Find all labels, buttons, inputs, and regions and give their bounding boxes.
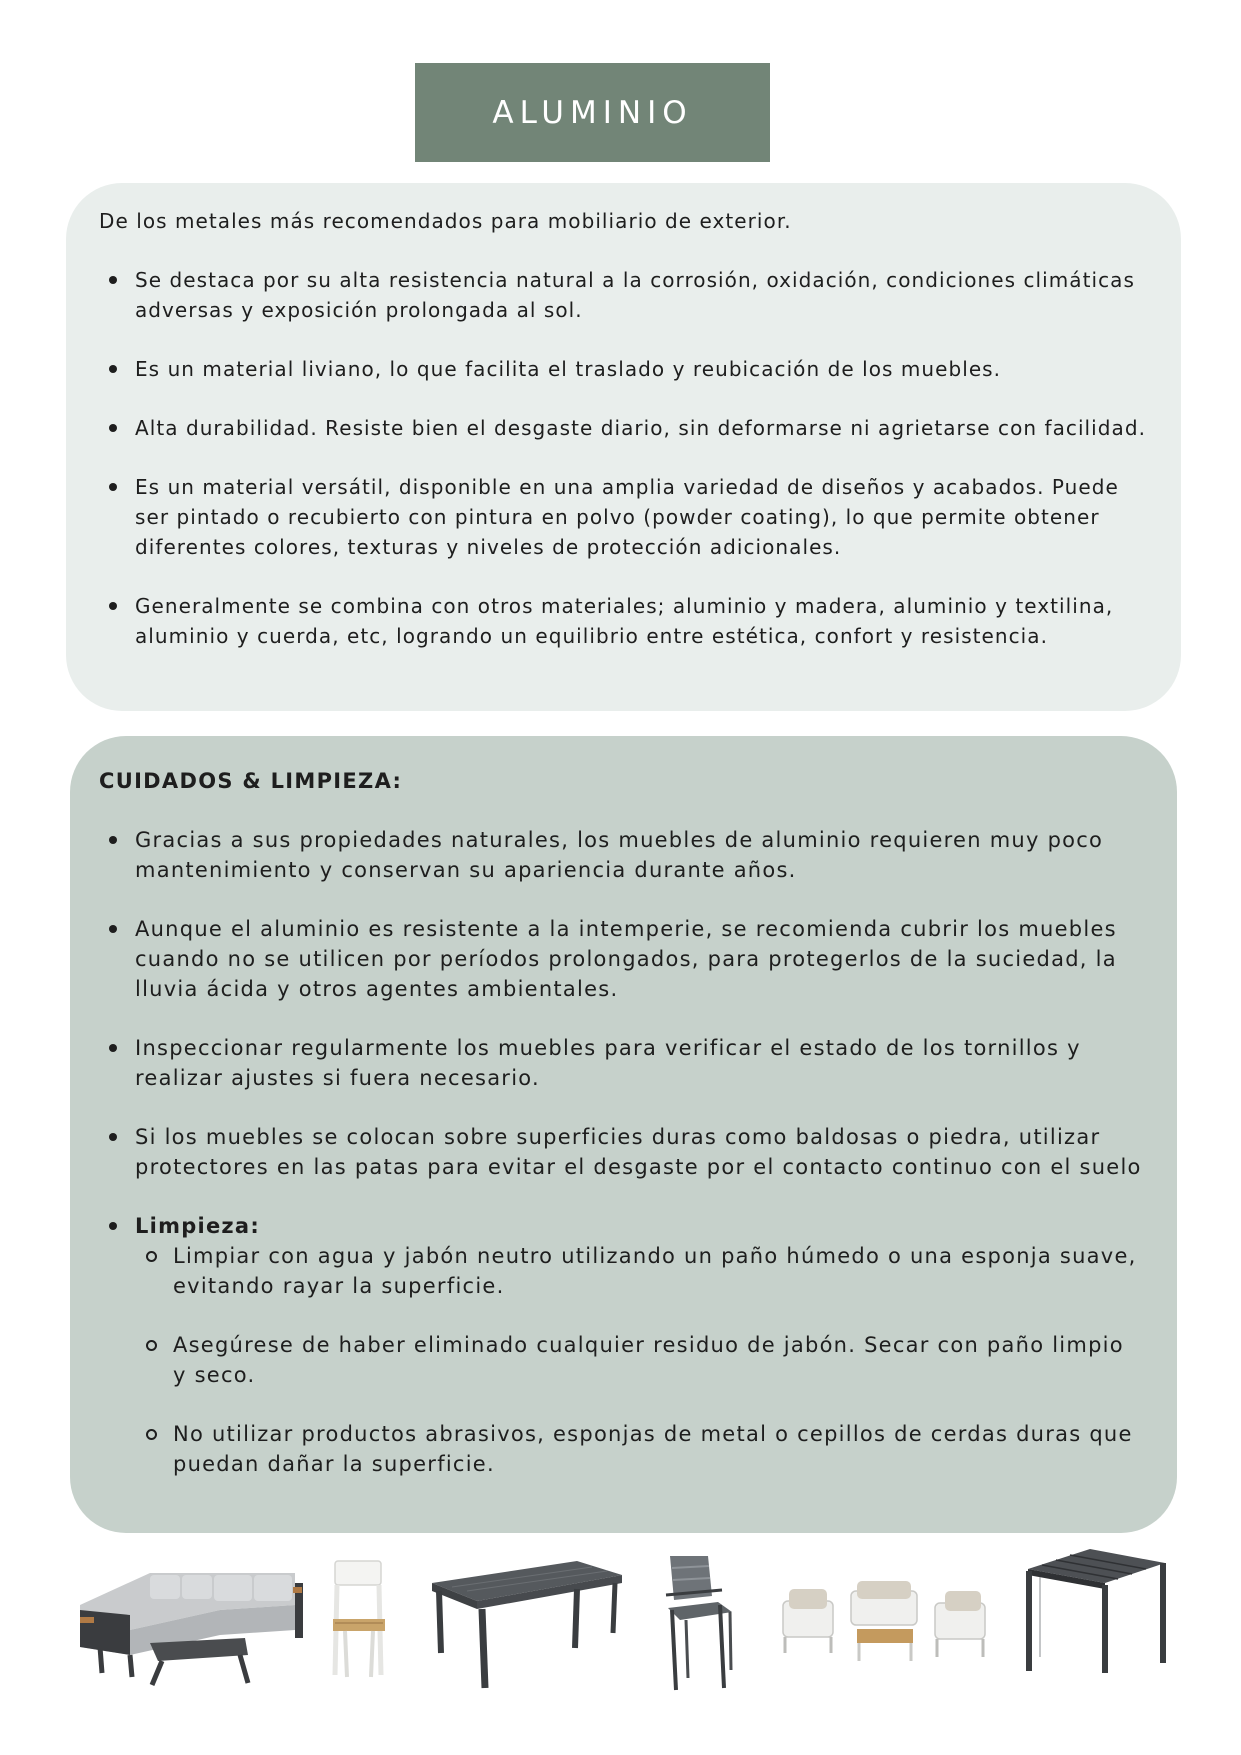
cleaning-item (99, 1211, 1145, 1479)
properties-list (99, 265, 1149, 651)
bullet-dot-icon (109, 276, 117, 284)
sub-list-item-text: Asegúrese de haber eliminado cualquier residuo de jabón. Secar con paño limpio y seco. (173, 1333, 1124, 1387)
extendable-table-image (427, 1553, 627, 1693)
material-properties-panel (66, 183, 1181, 711)
list-item-text: Aunque el aluminio es resistente a la intemperie, se recomienda cubrir los muebles cuando no se utilicen por períodos prolongados, para protegerlos de la suciedad, la lluvia ácida y otros agentes ambientales. (135, 917, 1117, 1001)
sub-list-item (135, 1419, 1145, 1479)
sub-list-item-text: No utilizar productos abrasivos, esponjas de metal o cepillos de cerdas duras que puedan dañar la superficie. (173, 1422, 1133, 1476)
bullet-dot-icon (109, 925, 117, 933)
list-item-text: Inspeccionar regularmente los muebles para verificar el estado de los tornillos y realizar ajustes si fuera necesario. (135, 1036, 1081, 1090)
list-item (99, 1122, 1145, 1182)
bullet-dot-icon (109, 1222, 117, 1230)
list-item-text: Generalmente se combina con otros materiales; aluminio y madera, aluminio y textilina, aluminio y cuerda, etc, logrando un equilibrio entre estética, confort y resistencia. (135, 594, 1114, 648)
intro-text: De los metales más recomendados para mobiliario de exterior. (99, 209, 792, 233)
white-chair-image (323, 1557, 398, 1682)
sectional-sofa-image (70, 1555, 305, 1690)
pergola-image (1020, 1547, 1170, 1677)
list-item-text: Gracias a sus propiedades naturales, los muebles de aluminio requieren muy poco mantenimiento y conservan su apariencia durante años. (135, 828, 1104, 882)
list-item-text: Se destaca por su alta resistencia natural a la corrosión, oxidación, condiciones climáticas adversas y exposición prolongada al sol. (135, 268, 1135, 322)
list-item (99, 1033, 1145, 1093)
bullet-dot-icon (109, 483, 117, 491)
list-item (99, 265, 1149, 325)
bullet-ring-icon (146, 1429, 157, 1440)
bullet-ring-icon (146, 1340, 157, 1351)
list-item (99, 591, 1149, 651)
sub-list-item (135, 1330, 1145, 1390)
care-heading: CUIDADOS & LIMPIEZA: (99, 769, 403, 793)
list-item-text: Es un material liviano, lo que facilita el traslado y reubicación de los muebles. (135, 357, 1002, 381)
page-title: ALUMINIO (492, 94, 693, 131)
list-item (99, 354, 1149, 384)
title-banner (415, 63, 770, 162)
bullet-dot-icon (109, 1133, 117, 1141)
list-item (99, 472, 1149, 562)
grey-chair-image (658, 1550, 740, 1695)
bullet-dot-icon (109, 424, 117, 432)
sub-list-item-text: Limpiar con agua y jabón neutro utilizando un paño húmedo o una esponja suave, evitando rayar la superficie. (173, 1244, 1137, 1298)
list-item (99, 413, 1149, 443)
bullet-dot-icon (109, 365, 117, 373)
bullet-dot-icon (109, 1044, 117, 1052)
list-item (99, 914, 1145, 1004)
sub-list-item (135, 1241, 1145, 1301)
bullet-ring-icon (146, 1251, 157, 1262)
list-item-text: Alta durabilidad. Resiste bien el desgaste diario, sin deformarse ni agrietarse con facilidad. (135, 416, 1146, 440)
bullet-dot-icon (109, 836, 117, 844)
cleaning-label: Limpieza: (135, 1214, 260, 1238)
list-item (99, 825, 1145, 885)
list-item-text: Si los muebles se colocan sobre superficies duras como baldosas o piedra, utilizar protectores en las patas para evitar el desgaste por el contacto continuo con el suelo (135, 1125, 1142, 1179)
care-list (99, 825, 1145, 1479)
care-cleaning-panel (70, 736, 1177, 1533)
cleaning-sublist (135, 1241, 1145, 1479)
lounge-set-image (775, 1563, 993, 1673)
furniture-gallery (70, 1545, 1180, 1695)
bullet-dot-icon (109, 602, 117, 610)
list-item-text: Es un material versátil, disponible en una amplia variedad de diseños y acabados. Puede ser pintado o recubierto con pintura en polvo (powder coating), lo que permite obtener diferentes colores, texturas y niveles de protección adicionales. (135, 475, 1119, 559)
